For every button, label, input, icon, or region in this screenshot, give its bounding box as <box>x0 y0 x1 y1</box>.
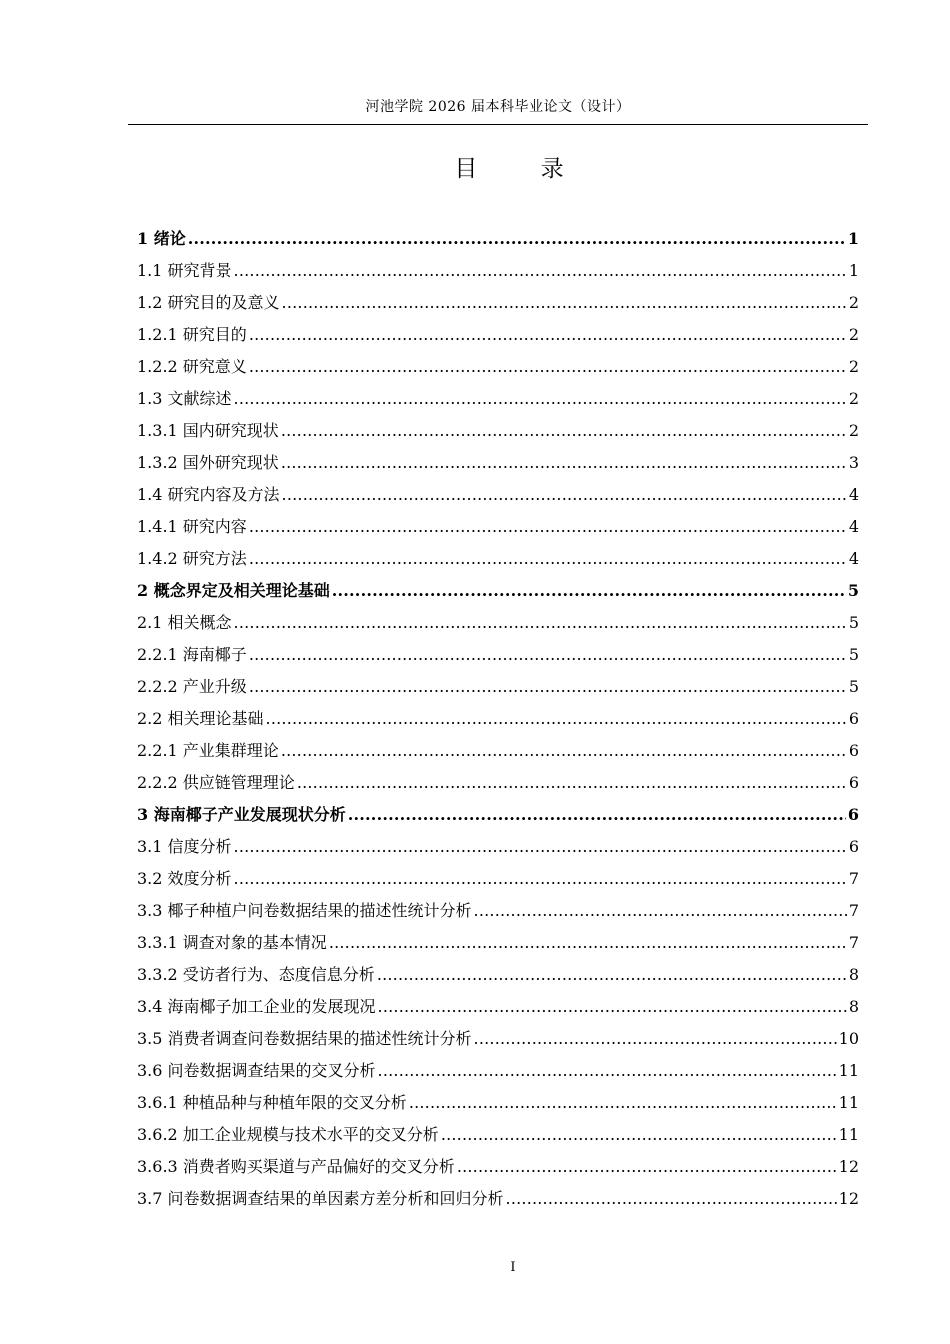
toc-leader-dots <box>332 575 846 607</box>
toc-entry[interactable] <box>137 1055 859 1087</box>
toc-entry[interactable] <box>137 255 859 287</box>
toc-entry-title: 3.2 效度分析 <box>137 869 232 888</box>
toc-entry-title: 2 概念界定及相关理论基础 <box>137 581 330 600</box>
header-rule <box>128 124 868 125</box>
toc-entry-page: 5 <box>848 645 859 664</box>
toc-entry-page: 2 <box>848 357 859 376</box>
toc-leader-dots <box>249 511 847 543</box>
toc-leader-dots <box>348 799 846 831</box>
toc-entry-page: 6 <box>848 741 859 760</box>
toc-entry-page: 1 <box>847 229 859 248</box>
toc-entry-page: 7 <box>848 869 859 888</box>
toc-entry[interactable] <box>137 1087 859 1119</box>
toc-entry-title: 1.2.2 研究意义 <box>137 357 247 376</box>
toc-leader-dots <box>234 863 847 895</box>
toc-entry[interactable] <box>137 767 859 799</box>
toc-entry-title: 3.3 椰子种植户问卷数据结果的描述性统计分析 <box>137 901 472 920</box>
toc-entry-title: 1.2 研究目的及意义 <box>137 293 280 312</box>
toc-entry-title: 1.4 研究内容及方法 <box>137 485 280 504</box>
toc-entry-title: 2.2 相关理论基础 <box>137 709 264 728</box>
toc-entry-title: 1.3.1 国内研究现状 <box>137 421 279 440</box>
toc-leader-dots <box>249 351 847 383</box>
toc-leader-dots <box>329 927 847 959</box>
toc-entry[interactable] <box>137 1151 859 1183</box>
toc-entry-page: 8 <box>848 965 859 984</box>
toc-entry-page: 10 <box>838 1029 859 1048</box>
toc-entry[interactable] <box>137 607 859 639</box>
toc-entry[interactable] <box>137 831 859 863</box>
toc-leader-dots <box>378 991 847 1023</box>
toc-entry[interactable] <box>137 511 859 543</box>
toc-entry-title: 3.6.2 加工企业规模与技术水平的交叉分析 <box>137 1125 439 1144</box>
toc-entry[interactable] <box>137 479 859 511</box>
toc-entry[interactable] <box>137 543 859 575</box>
toc-entry-page: 5 <box>848 677 859 696</box>
toc-leader-dots <box>282 479 847 511</box>
toc-leader-dots <box>457 1151 837 1183</box>
toc-leader-dots <box>249 639 847 671</box>
toc-leader-dots <box>266 703 847 735</box>
toc-entry[interactable] <box>137 351 859 383</box>
toc-entry[interactable] <box>137 959 859 991</box>
toc-leader-dots <box>249 671 847 703</box>
toc-entry-title: 2.2.2 产业升级 <box>137 677 247 696</box>
toc-entry-page: 11 <box>838 1125 859 1144</box>
toc-entry[interactable] <box>137 287 859 319</box>
toc-entry-title: 1.4.2 研究方法 <box>137 549 247 568</box>
toc-entry-page: 4 <box>848 517 859 536</box>
toc-leader-dots <box>474 1023 837 1055</box>
toc-entry[interactable] <box>137 799 859 831</box>
toc-entry-page: 5 <box>848 613 859 632</box>
toc-entry-title: 3.3.2 受访者行为、态度信息分析 <box>137 965 375 984</box>
toc-leader-dots <box>249 543 847 575</box>
toc-entry-title: 1.3 文献综述 <box>137 389 232 408</box>
toc-entry[interactable] <box>137 927 859 959</box>
toc-entry-page: 7 <box>848 901 859 920</box>
toc-entry-title: 3.6 问卷数据调查结果的交叉分析 <box>137 1061 376 1080</box>
toc-entry-page: 6 <box>848 837 859 856</box>
toc-entry-page: 2 <box>848 325 859 344</box>
toc-entry-page: 6 <box>848 709 859 728</box>
toc-entry-title: 3 海南椰子产业发展现状分析 <box>137 805 346 824</box>
toc-entry-page: 7 <box>848 933 859 952</box>
toc-entry-page: 6 <box>847 805 859 824</box>
toc-entry-title: 1.2.1 研究目的 <box>137 325 247 344</box>
toc-entry-page: 11 <box>838 1061 859 1080</box>
toc-title: 目 录 <box>454 156 592 182</box>
toc-entry-page: 2 <box>848 421 859 440</box>
toc-entry-page: 3 <box>848 453 859 472</box>
toc-entry[interactable] <box>137 319 859 351</box>
toc-entry-page: 4 <box>848 549 859 568</box>
toc-entry-title: 2.2.2 供应链管理理论 <box>137 773 295 792</box>
toc-leader-dots <box>281 415 847 447</box>
toc-entry-title: 1.3.2 国外研究现状 <box>137 453 279 472</box>
toc-entry-page: 2 <box>848 293 859 312</box>
toc-entry[interactable] <box>137 447 859 479</box>
toc-entry[interactable] <box>137 415 859 447</box>
toc-leader-dots <box>282 287 847 319</box>
toc-entry[interactable] <box>137 1119 859 1151</box>
toc-leader-dots <box>377 959 847 991</box>
toc-entry-page: 1 <box>848 261 859 280</box>
toc-leader-dots <box>234 255 847 287</box>
toc-leader-dots <box>188 223 846 255</box>
toc-entry-page: 6 <box>848 773 859 792</box>
toc-entry-title: 3.6.3 消费者购买渠道与产品偏好的交叉分析 <box>137 1157 455 1176</box>
toc-leader-dots <box>234 383 847 415</box>
toc-entry-page: 12 <box>838 1157 859 1176</box>
toc-leader-dots <box>281 735 847 767</box>
toc-leader-dots <box>474 895 847 927</box>
toc-entry[interactable] <box>137 895 859 927</box>
toc-leader-dots <box>441 1119 837 1151</box>
toc-entry-page: 8 <box>848 997 859 1016</box>
toc-entry[interactable] <box>137 575 859 607</box>
running-header: 河池学院 2026 届本科毕业论文（设计） <box>365 99 631 115</box>
toc-entry-title: 3.5 消费者调查问卷数据结果的描述性统计分析 <box>137 1029 472 1048</box>
toc-entry-page: 11 <box>838 1093 859 1112</box>
table-of-contents <box>137 223 859 1215</box>
toc-leader-dots <box>409 1087 837 1119</box>
toc-entry-title: 1.4.1 研究内容 <box>137 517 247 536</box>
toc-entry-title: 3.7 问卷数据调查结果的单因素方差分析和回归分析 <box>137 1189 504 1208</box>
toc-entry-title: 3.3.1 调查对象的基本情况 <box>137 933 327 952</box>
toc-entry-page: 5 <box>847 581 859 600</box>
toc-leader-dots <box>506 1183 837 1215</box>
toc-entry[interactable] <box>137 639 859 671</box>
toc-entry-title: 3.1 信度分析 <box>137 837 232 856</box>
toc-entry-page: 4 <box>848 485 859 504</box>
toc-leader-dots <box>378 1055 837 1087</box>
toc-entry[interactable] <box>137 671 859 703</box>
toc-entry-title: 3.6.1 种植品种与种植年限的交叉分析 <box>137 1093 407 1112</box>
toc-entry-page: 12 <box>838 1189 859 1208</box>
toc-entry-title: 1.1 研究背景 <box>137 261 232 280</box>
toc-entry-title: 2.1 相关概念 <box>137 613 232 632</box>
toc-entry[interactable] <box>137 863 859 895</box>
toc-leader-dots <box>234 831 847 863</box>
toc-entry-page: 2 <box>848 389 859 408</box>
toc-entry[interactable] <box>137 1183 859 1215</box>
toc-entry[interactable] <box>137 991 859 1023</box>
toc-leader-dots <box>234 607 847 639</box>
toc-entry-title: 2.2.1 海南椰子 <box>137 645 247 664</box>
toc-entry[interactable] <box>137 223 859 255</box>
toc-leader-dots <box>249 319 847 351</box>
toc-entry-title: 2.2.1 产业集群理论 <box>137 741 279 760</box>
toc-entry-title: 3.4 海南椰子加工企业的发展现况 <box>137 997 376 1016</box>
toc-leader-dots <box>297 767 847 799</box>
toc-leader-dots <box>281 447 847 479</box>
toc-entry[interactable] <box>137 1023 859 1055</box>
toc-entry[interactable] <box>137 735 859 767</box>
toc-entry[interactable] <box>137 703 859 735</box>
toc-entry[interactable] <box>137 383 859 415</box>
page-number: I <box>510 1260 516 1275</box>
toc-entry-title: 1 绪论 <box>137 229 186 248</box>
